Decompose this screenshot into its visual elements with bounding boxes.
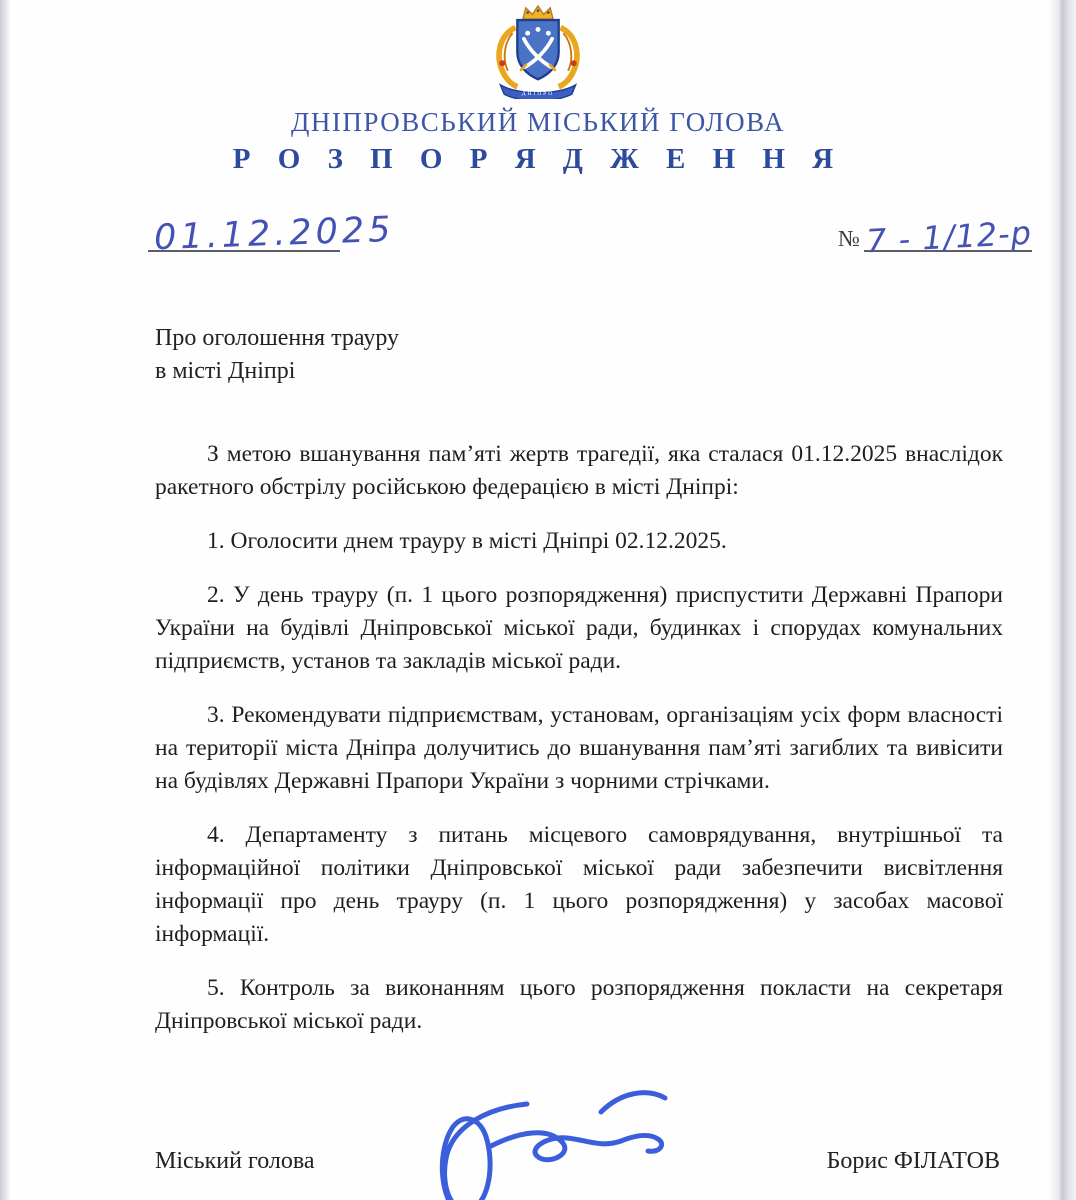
intro-paragraph: З метою вшанування пам’яті жертв трагедії, яка сталася 01.12.2025 внаслідок ракетного обстрілу російською федерацією в місті Дніпрі: [155,441,1003,500]
dnipro-coat-of-arms-icon [480,5,596,99]
order-item-3: 3. Рекомендувати підприємствам, установам, організаціям усіх форм власності на території міста Дніпра долучитись до вшанування пам’яті загиблих та вивісити на будівлях Державні Прапори України з чорними стрічками. [155,702,1003,794]
number-field [838,204,1033,261]
number-sign-label: № [838,226,860,251]
number-line [864,204,1033,261]
order-item-1: 1. Оголосити днем трауру в місті Дніпрі 02.12.2025. [207,528,727,554]
subject-block [155,322,1003,388]
signature-row [0,1100,1076,1200]
paper-edge-right [1048,0,1076,1200]
paper-edge-left [0,0,11,1200]
subject-line-2: в місті Дніпрі [155,358,296,384]
org-title: ДНІПРОВСЬКИЙ МІСЬКИЙ ГОЛОВА [290,107,785,137]
date-field [148,198,396,259]
order-item-4: 4. Департаменту з питань місцевого самоврядування, внутрішньої та інформаційної політики Дніпровської міської ради забезпечити висвітлення інформації про день трауру (п. 1 цього розпорядження) у засобах масової інформації. [155,822,1003,947]
body-text [155,438,1003,1038]
handwritten-number: 7 - 1/12-р [865,213,1033,261]
order-item-5: 5. Контроль за виконанням цього розпорядження покласти на секретаря Дніпровської міської ради. [155,975,1003,1034]
emblem-ribbon-text: ДНІПРО [521,91,555,98]
order-item-2: 2. У день трауру (п. 1 цього розпорядження) приспустити Державні Прапори України на будівлі Дніпровської міської ради, будинках і спорудах комунальних підприємств, установ та закладів міської ради. [155,582,1003,674]
meta-row [0,198,1076,272]
signer-title: Міський голова [155,1148,315,1174]
signer-name: Борис ФІЛАТОВ [826,1148,1000,1174]
mayor-signature [395,1082,715,1200]
doc-type-title: Р О З П О Р Я Д Ж Е Н Н Я [232,143,844,175]
subject-line-1: Про оголошення трауру [155,325,399,351]
handwritten-date: 01.12.2025 [153,209,396,259]
document-content [155,322,1003,1038]
